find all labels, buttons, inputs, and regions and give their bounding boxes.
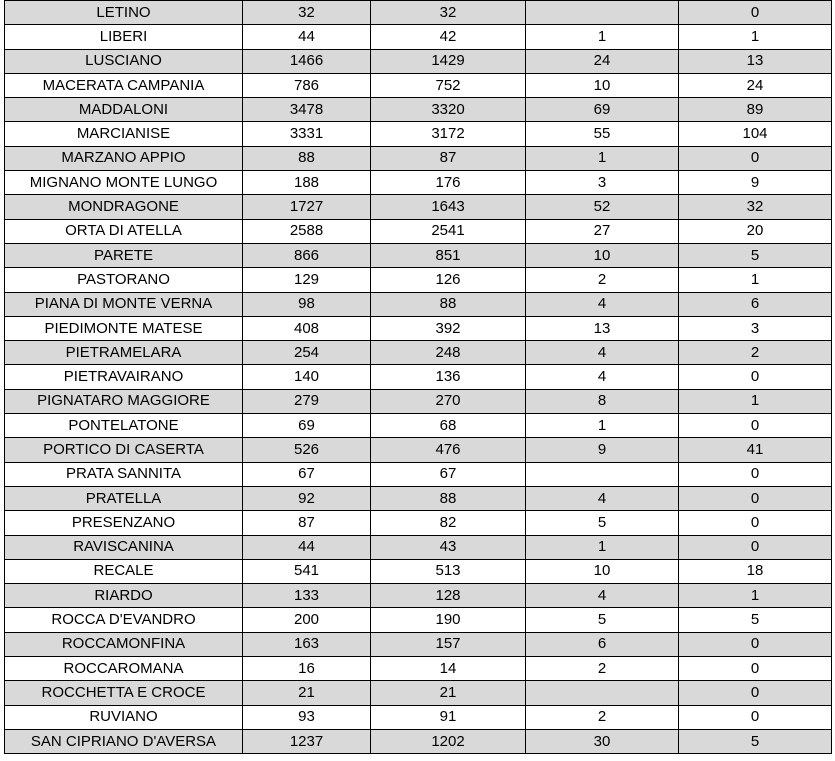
value-1-cell: 408 xyxy=(243,316,371,340)
value-2-cell: 126 xyxy=(371,268,526,292)
value-4-cell: 1 xyxy=(679,25,832,49)
value-2-cell: 248 xyxy=(371,341,526,365)
municipality-name-cell: RUVIANO xyxy=(5,705,243,729)
value-4-cell: 0 xyxy=(679,511,832,535)
value-4-cell: 6 xyxy=(679,292,832,316)
value-1-cell: 163 xyxy=(243,632,371,656)
value-1-cell: 188 xyxy=(243,171,371,195)
value-2-cell: 68 xyxy=(371,414,526,438)
value-3-cell: 4 xyxy=(526,365,679,389)
municipality-name-cell: LETINO xyxy=(5,1,243,25)
value-2-cell: 136 xyxy=(371,365,526,389)
value-4-cell: 0 xyxy=(679,535,832,559)
table-row xyxy=(5,486,832,510)
value-2-cell: 270 xyxy=(371,389,526,413)
value-2-cell: 176 xyxy=(371,171,526,195)
table-row xyxy=(5,122,832,146)
value-3-cell: 55 xyxy=(526,122,679,146)
value-1-cell: 44 xyxy=(243,25,371,49)
municipality-name-cell: RIARDO xyxy=(5,584,243,608)
value-4-cell: 0 xyxy=(679,657,832,681)
value-1-cell: 69 xyxy=(243,414,371,438)
value-2-cell: 1429 xyxy=(371,49,526,73)
value-3-cell: 8 xyxy=(526,389,679,413)
table-row xyxy=(5,292,832,316)
value-3-cell: 1 xyxy=(526,146,679,170)
value-1-cell: 129 xyxy=(243,268,371,292)
value-4-cell: 0 xyxy=(679,365,832,389)
municipality-name-cell: ROCCA D'EVANDRO xyxy=(5,608,243,632)
value-3-cell: 10 xyxy=(526,243,679,267)
value-4-cell: 5 xyxy=(679,243,832,267)
municipality-name-cell: PARETE xyxy=(5,243,243,267)
value-2-cell: 87 xyxy=(371,146,526,170)
value-1-cell: 32 xyxy=(243,1,371,25)
municipality-name-cell: ROCCAROMANA xyxy=(5,657,243,681)
value-1-cell: 21 xyxy=(243,681,371,705)
table-row xyxy=(5,316,832,340)
table-row xyxy=(5,414,832,438)
municipality-name-cell: MADDALONI xyxy=(5,98,243,122)
municipality-name-cell: PIANA DI MONTE VERNA xyxy=(5,292,243,316)
value-4-cell: 0 xyxy=(679,681,832,705)
value-3-cell: 10 xyxy=(526,559,679,583)
value-1-cell: 67 xyxy=(243,462,371,486)
value-4-cell: 32 xyxy=(679,195,832,219)
municipality-name-cell: PIETRAMELARA xyxy=(5,341,243,365)
municipality-name-cell: SAN CIPRIANO D'AVERSA xyxy=(5,729,243,753)
value-4-cell: 1 xyxy=(679,268,832,292)
table-row xyxy=(5,389,832,413)
value-2-cell: 21 xyxy=(371,681,526,705)
value-3-cell: 10 xyxy=(526,73,679,97)
municipality-name-cell: MIGNANO MONTE LUNGO xyxy=(5,171,243,195)
value-3-cell: 24 xyxy=(526,49,679,73)
value-4-cell: 0 xyxy=(679,705,832,729)
value-2-cell: 752 xyxy=(371,73,526,97)
value-2-cell: 2541 xyxy=(371,219,526,243)
value-1-cell: 3478 xyxy=(243,98,371,122)
municipality-name-cell: RECALE xyxy=(5,559,243,583)
value-4-cell: 89 xyxy=(679,98,832,122)
value-1-cell: 88 xyxy=(243,146,371,170)
value-2-cell: 3320 xyxy=(371,98,526,122)
municipality-name-cell: MONDRAGONE xyxy=(5,195,243,219)
value-2-cell: 14 xyxy=(371,657,526,681)
municipality-name-cell: LUSCIANO xyxy=(5,49,243,73)
value-4-cell: 18 xyxy=(679,559,832,583)
value-3-cell: 5 xyxy=(526,608,679,632)
table-row xyxy=(5,608,832,632)
value-1-cell: 541 xyxy=(243,559,371,583)
value-3-cell: 4 xyxy=(526,584,679,608)
value-3-cell xyxy=(526,681,679,705)
municipality-name-cell: PIETRAVAIRANO xyxy=(5,365,243,389)
value-3-cell: 1 xyxy=(526,535,679,559)
value-4-cell: 41 xyxy=(679,438,832,462)
table-row xyxy=(5,25,832,49)
municipality-name-cell: PIEDIMONTE MATESE xyxy=(5,316,243,340)
municipality-name-cell: PORTICO DI CASERTA xyxy=(5,438,243,462)
table-row xyxy=(5,438,832,462)
municipality-name-cell: ROCCAMONFINA xyxy=(5,632,243,656)
value-3-cell: 3 xyxy=(526,171,679,195)
value-1-cell: 1727 xyxy=(243,195,371,219)
value-3-cell: 2 xyxy=(526,705,679,729)
value-1-cell: 1237 xyxy=(243,729,371,753)
value-1-cell: 93 xyxy=(243,705,371,729)
table-row xyxy=(5,705,832,729)
value-2-cell: 476 xyxy=(371,438,526,462)
value-1-cell: 200 xyxy=(243,608,371,632)
municipality-name-cell: PIGNATARO MAGGIORE xyxy=(5,389,243,413)
table-row xyxy=(5,462,832,486)
municipality-table xyxy=(4,0,832,754)
municipality-name-cell: MARCIANISE xyxy=(5,122,243,146)
municipality-name-cell: PRATELLA xyxy=(5,486,243,510)
value-4-cell: 104 xyxy=(679,122,832,146)
table-row xyxy=(5,535,832,559)
value-1-cell: 786 xyxy=(243,73,371,97)
municipality-name-cell: ROCCHETTA E CROCE xyxy=(5,681,243,705)
value-2-cell: 1202 xyxy=(371,729,526,753)
table-body xyxy=(5,1,832,754)
value-1-cell: 98 xyxy=(243,292,371,316)
value-2-cell: 190 xyxy=(371,608,526,632)
table-row xyxy=(5,268,832,292)
value-1-cell: 866 xyxy=(243,243,371,267)
table-row xyxy=(5,511,832,535)
value-3-cell: 4 xyxy=(526,292,679,316)
value-1-cell: 44 xyxy=(243,535,371,559)
value-1-cell: 3331 xyxy=(243,122,371,146)
value-4-cell: 0 xyxy=(679,486,832,510)
value-3-cell: 9 xyxy=(526,438,679,462)
value-3-cell: 13 xyxy=(526,316,679,340)
value-1-cell: 133 xyxy=(243,584,371,608)
table-row xyxy=(5,681,832,705)
table-row xyxy=(5,657,832,681)
table-row xyxy=(5,195,832,219)
value-3-cell: 4 xyxy=(526,341,679,365)
value-1-cell: 279 xyxy=(243,389,371,413)
value-3-cell xyxy=(526,1,679,25)
value-2-cell: 88 xyxy=(371,292,526,316)
value-4-cell: 2 xyxy=(679,341,832,365)
table-row xyxy=(5,365,832,389)
value-3-cell: 2 xyxy=(526,657,679,681)
value-3-cell: 4 xyxy=(526,486,679,510)
value-1-cell: 87 xyxy=(243,511,371,535)
municipality-name-cell: MARZANO APPIO xyxy=(5,146,243,170)
value-2-cell: 1643 xyxy=(371,195,526,219)
value-2-cell: 32 xyxy=(371,1,526,25)
value-1-cell: 2588 xyxy=(243,219,371,243)
value-3-cell: 6 xyxy=(526,632,679,656)
municipality-name-cell: PASTORANO xyxy=(5,268,243,292)
municipality-name-cell: MACERATA CAMPANIA xyxy=(5,73,243,97)
value-1-cell: 16 xyxy=(243,657,371,681)
municipality-name-cell: ORTA DI ATELLA xyxy=(5,219,243,243)
value-2-cell: 43 xyxy=(371,535,526,559)
value-3-cell: 1 xyxy=(526,25,679,49)
value-3-cell: 27 xyxy=(526,219,679,243)
value-1-cell: 254 xyxy=(243,341,371,365)
value-4-cell: 0 xyxy=(679,462,832,486)
table-row xyxy=(5,243,832,267)
value-4-cell: 13 xyxy=(679,49,832,73)
value-4-cell: 20 xyxy=(679,219,832,243)
table-row xyxy=(5,559,832,583)
value-2-cell: 851 xyxy=(371,243,526,267)
value-3-cell: 52 xyxy=(526,195,679,219)
value-4-cell: 1 xyxy=(679,584,832,608)
value-3-cell: 1 xyxy=(526,414,679,438)
value-1-cell: 140 xyxy=(243,365,371,389)
value-1-cell: 92 xyxy=(243,486,371,510)
value-2-cell: 128 xyxy=(371,584,526,608)
table-row xyxy=(5,584,832,608)
municipality-name-cell: LIBERI xyxy=(5,25,243,49)
table-row xyxy=(5,73,832,97)
value-2-cell: 42 xyxy=(371,25,526,49)
value-4-cell: 5 xyxy=(679,608,832,632)
value-2-cell: 513 xyxy=(371,559,526,583)
municipality-name-cell: PRATA SANNITA xyxy=(5,462,243,486)
value-4-cell: 1 xyxy=(679,389,832,413)
value-3-cell: 5 xyxy=(526,511,679,535)
table-row xyxy=(5,171,832,195)
municipality-name-cell: PONTELATONE xyxy=(5,414,243,438)
value-2-cell: 82 xyxy=(371,511,526,535)
table-row xyxy=(5,49,832,73)
value-2-cell: 67 xyxy=(371,462,526,486)
value-2-cell: 91 xyxy=(371,705,526,729)
value-3-cell: 30 xyxy=(526,729,679,753)
value-3-cell: 2 xyxy=(526,268,679,292)
value-4-cell: 24 xyxy=(679,73,832,97)
value-1-cell: 526 xyxy=(243,438,371,462)
municipality-name-cell: PRESENZANO xyxy=(5,511,243,535)
value-2-cell: 3172 xyxy=(371,122,526,146)
table-row xyxy=(5,729,832,753)
value-4-cell: 9 xyxy=(679,171,832,195)
table-row xyxy=(5,632,832,656)
value-4-cell: 5 xyxy=(679,729,832,753)
municipality-name-cell: RAVISCANINA xyxy=(5,535,243,559)
value-3-cell xyxy=(526,462,679,486)
value-4-cell: 0 xyxy=(679,632,832,656)
value-4-cell: 0 xyxy=(679,1,832,25)
value-2-cell: 88 xyxy=(371,486,526,510)
value-2-cell: 392 xyxy=(371,316,526,340)
table-row xyxy=(5,1,832,25)
value-4-cell: 0 xyxy=(679,414,832,438)
value-4-cell: 3 xyxy=(679,316,832,340)
table-row xyxy=(5,341,832,365)
value-4-cell: 0 xyxy=(679,146,832,170)
value-3-cell: 69 xyxy=(526,98,679,122)
table-row xyxy=(5,146,832,170)
table-row xyxy=(5,98,832,122)
value-1-cell: 1466 xyxy=(243,49,371,73)
value-2-cell: 157 xyxy=(371,632,526,656)
table-row xyxy=(5,219,832,243)
